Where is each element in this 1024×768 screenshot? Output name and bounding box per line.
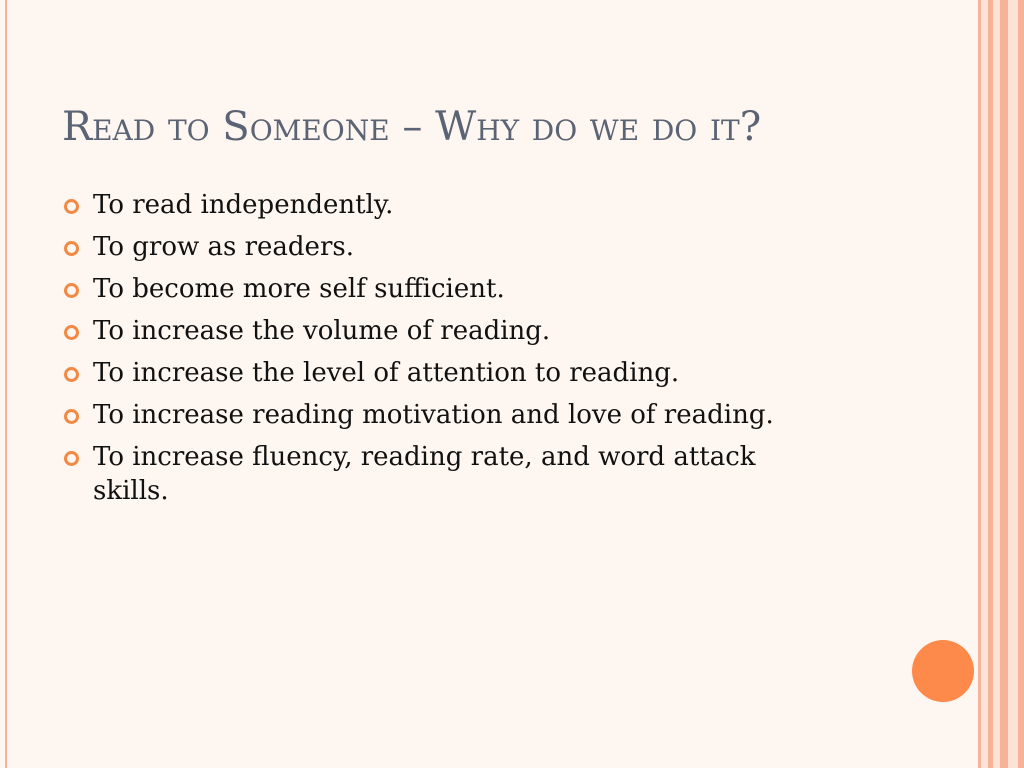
bullet-text: To grow as readers.: [93, 232, 354, 262]
orange-circle-decoration: [912, 640, 974, 702]
right-stripe: [981, 0, 988, 768]
hollow-circle-bullet-icon: [64, 451, 79, 466]
bullet-text: To increase fluency, reading rate, and word attack skills.: [93, 442, 756, 506]
bullet-text: To increase the volume of reading.: [93, 316, 551, 346]
bullet-list: [62, 188, 782, 516]
bullet-item: [62, 188, 782, 222]
hollow-circle-bullet-icon: [64, 199, 79, 214]
right-stripe: [1000, 0, 1008, 768]
bullet-text: To increase reading motivation and love of reading.: [93, 400, 774, 430]
bullet-text: To read independently.: [93, 190, 394, 220]
bullet-item: [62, 440, 782, 508]
bullet-item: [62, 314, 782, 348]
bullet-text: To increase the level of attention to reading.: [93, 358, 680, 388]
bullet-item: [62, 356, 782, 390]
bullet-item: [62, 398, 782, 432]
hollow-circle-bullet-icon: [64, 325, 79, 340]
right-stripe: [1008, 0, 1018, 768]
hollow-circle-bullet-icon: [64, 367, 79, 382]
right-stripe: [1018, 0, 1024, 768]
right-stripe: [993, 0, 1000, 768]
hollow-circle-bullet-icon: [64, 283, 79, 298]
slide-title: Read to Someone – Why do we do it?: [62, 104, 762, 150]
left-border-line: [5, 0, 7, 768]
hollow-circle-bullet-icon: [64, 241, 79, 256]
bullet-item: [62, 230, 782, 264]
hollow-circle-bullet-icon: [64, 409, 79, 424]
bullet-text: To become more self sufficient.: [93, 274, 505, 304]
bullet-item: [62, 272, 782, 306]
